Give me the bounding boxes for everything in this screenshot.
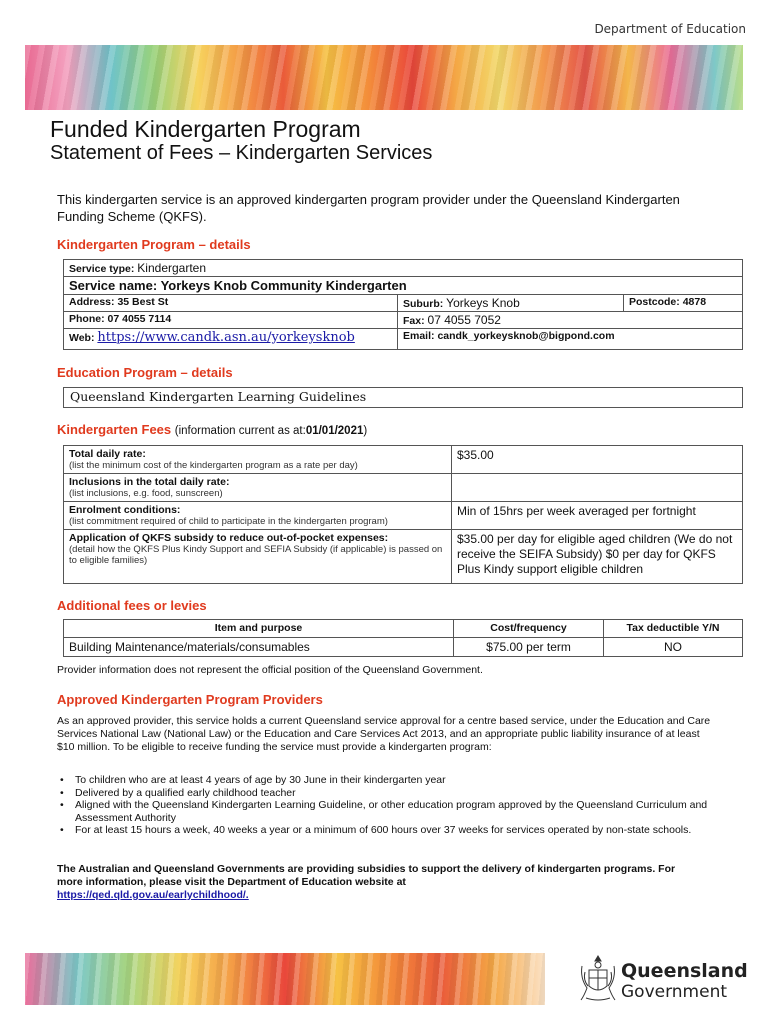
fee-sub: (detail how the QKFS Plus Kindy Support and SEFIA Subsidy (if applicable) is passed on to eligible families) [69,544,443,566]
postcode-cell [624,295,743,312]
page-subtitle: Statement of Fees – Kindergarten Services [50,142,433,164]
fee-sub: (list inclusions, e.g. food, sunscreen) [69,488,223,499]
disclaimer: Provider information does not represent the official position of the Queensland Government. [57,664,483,676]
earlychildhood-link[interactable]: https://qed.qld.gov.au/earlychildhood/. [57,889,249,901]
column-header: Cost/frequency [454,620,604,638]
list-item: • Delivered by a qualified early childhood teacher [57,787,717,800]
requirements-list [57,774,717,837]
fees-note: (information current as at:01/01/2021) [174,425,368,437]
web-label: Web: [69,332,95,344]
table-row [64,530,743,584]
education-program-table [63,387,743,408]
list-item: • For at least 15 hours a week, 40 weeks a year or a minimum of 600 hours over 37 weeks for services operated by non-state schools. [57,824,717,837]
logo-line-1: Queensland [621,960,748,982]
subsidy-notice [57,863,697,902]
fee-sub: (list the minimum cost of the kindergarten program as a rate per day) [69,460,358,471]
fee-value [452,474,743,502]
service-type-value: Kindergarten [137,261,207,275]
service-details-table [63,259,743,350]
address-cell [64,295,398,312]
table-header-row [64,620,743,638]
fee-value: $35.00 per day for eligible aged children (We do not receive the SEIFA Subsidy) $0 per day for QKFS Plus Kindy support eligible children [452,530,743,584]
table-row [64,446,743,474]
fee-label-cell [64,474,452,502]
fee-label-cell [64,446,452,474]
fax-cell [398,312,743,329]
service-name-value: Yorkeys Knob Community Kindergarten [160,278,407,293]
program-details-heading: Kindergarten Program – details [57,237,251,252]
header-banner [25,45,743,110]
fee-label-cell [64,502,452,530]
web-link[interactable]: https://www.candk.asn.au/yorkeysknob [97,330,355,345]
department-label: Department of Education [594,22,746,36]
phone-label: Phone: [69,313,105,325]
address-value: 35 Best St [117,296,169,308]
fees-table [63,445,743,584]
fee-label: Enrolment conditions: [69,504,181,516]
address-label: Address: [69,296,115,308]
column-header: Tax deductible Y/N [604,620,743,638]
fax-value: 07 4055 7052 [427,313,501,327]
fax-label: Fax: [403,315,425,327]
suburb-label: Suburb: [403,298,444,310]
table-cell: $75.00 per term [454,638,604,657]
fee-label: Inclusions in the total daily rate: [69,476,230,488]
list-item: • To children who are at least 4 years of age by 30 June in their kindergarten year [57,774,717,787]
postcode-label: Postcode: [629,296,680,308]
approved-providers-heading: Approved Kindergarten Program Providers [57,692,323,707]
education-program-heading: Education Program – details [57,365,233,380]
fees-heading-text: Kindergarten Fees [57,422,172,437]
footer-banner [25,953,545,1005]
column-header: Item and purpose [64,620,454,638]
queensland-crest-icon [578,952,618,1004]
list-item: • Aligned with the Queensland Kindergarten Learning Guideline, or other education program approved by the Queensland Curriculum and Assessment Authority [57,799,717,824]
fee-sub: (list commitment required of child to participate in the kindergarten program) [69,516,388,527]
email-value: candk_yorkeysknob@bigpond.com [437,330,615,342]
subsidy-notice-text: The Australian and Queensland Governments are providing subsidies to support the delivery of kindergarten programs. For more information, please visit the Department of Education website at [57,863,676,888]
table-row [64,638,743,657]
fee-label-cell [64,530,452,584]
fees-date: 01/01/2021 [305,425,364,437]
phone-value: 07 4055 7114 [107,313,172,325]
table-cell: Building Maintenance/materials/consumables [64,638,454,657]
logo-line-2: Government [621,982,728,1002]
queensland-government-logo [621,960,748,1002]
web-cell [64,329,398,350]
table-row [64,502,743,530]
suburb-cell [398,295,624,312]
service-name-label: Service name: [69,278,158,293]
intro-text: This kindergarten service is an approved kindergarten program provider under the Queensland Kindergarten Funding Scheme (QKFS). [57,192,680,224]
fee-label: Application of QKFS subsidy to reduce out-of-pocket expenses: [69,532,389,544]
fee-label: Total daily rate: [69,448,146,460]
fee-value: $35.00 [452,446,743,474]
email-label: Email: [403,330,435,342]
fee-value: Min of 15hrs per week averaged per fortnight [452,502,743,530]
education-program-value: Queensland Kindergarten Learning Guidelines [64,388,743,408]
additional-fees-table [63,619,743,657]
postcode-value: 4878 [682,296,707,308]
table-cell: NO [604,638,743,657]
service-name-cell [64,277,743,295]
service-type-cell [64,260,743,277]
phone-cell [64,312,398,329]
page-title: Funded Kindergarten Program [50,116,361,142]
approved-providers-paragraph: As an approved provider, this service holds a current Queensland service approval for a centre based service, under the Education and Care Services National Law (National Law) or the Education and Care Services Act 2013, and an appropriate public liability insurance of at least $10 million. To be eligible to receive funding the service must provide a kindergarten program: [57,715,711,753]
table-row [64,474,743,502]
fees-heading [57,422,367,437]
suburb-value: Yorkeys Knob [446,296,520,310]
additional-fees-heading: Additional fees or levies [57,598,207,613]
email-cell [398,329,743,350]
service-type-label: Service type: [69,263,135,275]
